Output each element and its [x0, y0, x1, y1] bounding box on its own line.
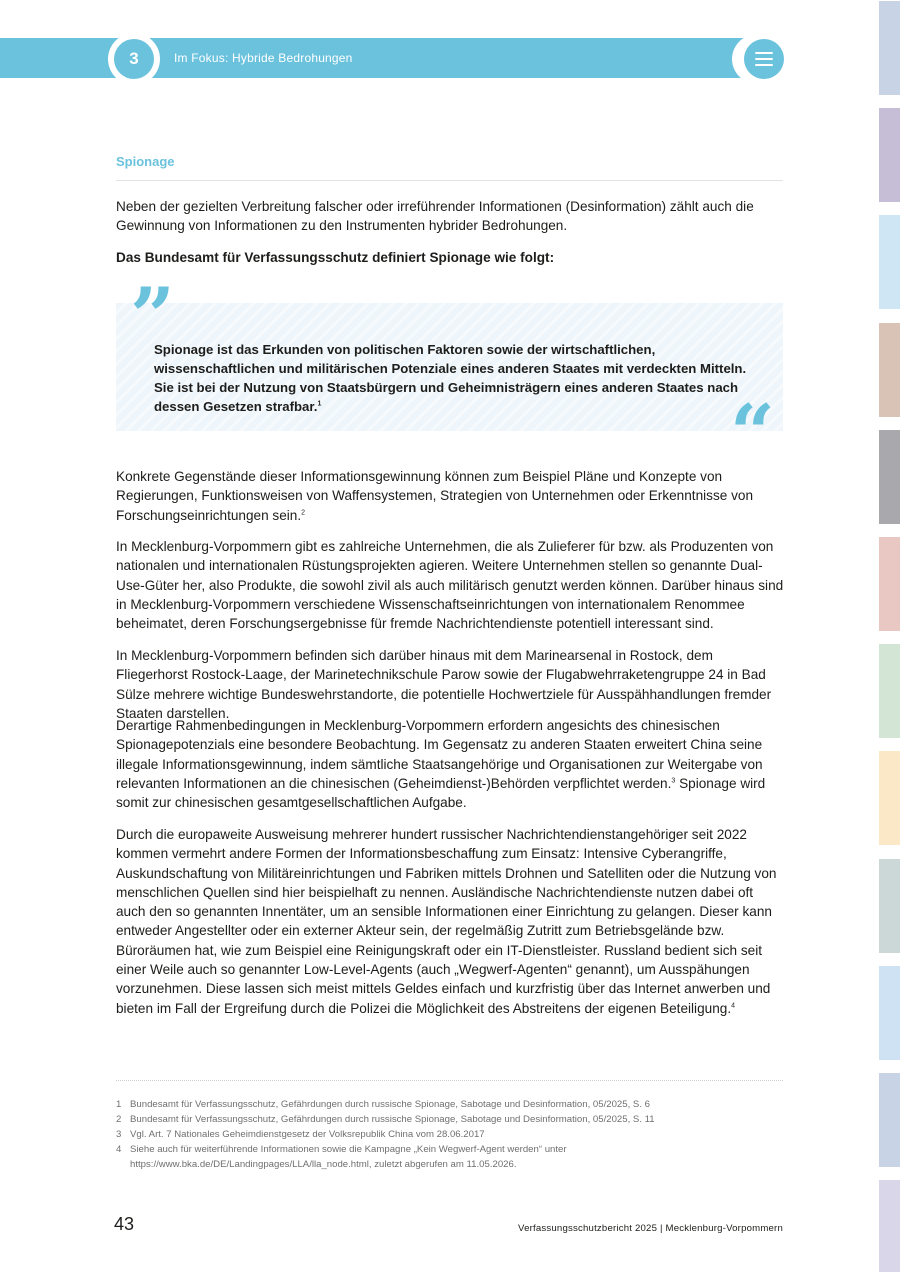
footnote-text: Vgl. Art. 7 Nationales Geheimdienstgesetz der Volksrepublik China vom 28.06.2017: [130, 1129, 485, 1140]
footnote-number: 3: [116, 1129, 122, 1140]
footnote-ref[interactable]: 1: [317, 400, 322, 408]
footer-report-title: Verfassungsschutzbericht 2025 | Mecklenburg-Vorpommern: [518, 1223, 783, 1234]
chapter-tab[interactable]: [879, 215, 900, 309]
chapter-tab[interactable]: [879, 751, 900, 845]
body-paragraph: [116, 467, 784, 525]
chapter-tab[interactable]: [879, 859, 900, 953]
quote-close-icon: “: [730, 388, 775, 479]
footnote-item: [116, 1142, 784, 1172]
chapter-tab[interactable]: [879, 430, 900, 524]
intro-paragraph: Neben der gezielten Verbreitung falscher oder irreführender Informationen (Desinformation) zählt auch die Gewinnung von Informationen zu den Instrumenten hybrider Bedrohungen.: [116, 199, 754, 234]
body-paragraph: In Mecklenburg-Vorpommern gibt es zahlreiche Unternehmen, die als Zulieferer für bzw. als Produzenten von nationalen und internationalen Rüstungsprojekten agieren. Weitere Unternehmen stellen so genannte Dual-Use-Güter her, also Produkte, die sowohl zivil als auch militärisch genutzt werden können. Darüber hinaus sind in Mecklenburg-Vorpommern verschiedene Wissenschaftseinrichtungen von internationalem Renommee beheimatet, deren Forschungsergebnisse für fremde Nachrichtendienste potentiell interessant sind.: [116, 539, 784, 632]
chapter-tab[interactable]: [879, 1073, 900, 1167]
footnote-divider: [116, 1080, 783, 1081]
paragraph-text: Durch die europaweite Ausweisung mehrerer hundert russischer Nachrichtendienstangehöriger seit 2022 kommen vermehrt andere Formen der Informationsbeschaffung zum Einsatz: Intensive Cyberangriffe, Auskundschaftung von Militäreinrichtungen und Fabriken mittels Drohnen und Satelliten oder die Nutzung von menschlichen Quellen sind hier beispielhaft zu nennen. Ausländische Nachrichtendienste nutzen dabei oft auch den so genannten Innentäter, um an sensible Informationen einer Einrichtung zu gelangen. Dieser kann entweder Angestellter oder ein externer Akteur sein, der regelmäßig Zutritt zum Betriebsgelände bzw. Büroräumen hat, wie zum Beispiel eine Reinigungskraft oder ein IT-Dienstleister. Russland bedient sich seit einer Weile auch so genannter Low-Level-Agents (auch „Wegwerf-Agenten“ genannt), um Ausspähungen vorzunehmen. Diese lassen sich meist mittels Geldes einfach und kurzfristig über das Internet anwerben und bieten im Fall der Ergreifung durch die Polizei die Möglichkeit des Abstreitens der eigenen Beteiligung.: [116, 827, 777, 1016]
page-number: 43: [114, 1214, 135, 1234]
definition-quote-text: [154, 340, 752, 416]
footnote-item: [116, 1127, 784, 1142]
body-paragraph: [116, 716, 784, 812]
footnote-item: [116, 1112, 784, 1127]
hamburger-icon-line: [755, 58, 773, 60]
footnote-text: Siehe auch für weiterführende Informationen sowie die Kampagne „Kein Wegwerf-Agent werden“ unter https://www.bka.de/DE/Landingpages/LLA/lla_node.html, zuletzt abgerufen am 11.05.2026.: [130, 1144, 567, 1170]
hamburger-icon-line: [755, 52, 773, 54]
footnote-item: [116, 1097, 784, 1112]
footnotes: [116, 1097, 784, 1172]
section-heading: Spionage: [116, 154, 175, 169]
quote-open-icon: ”: [130, 271, 175, 362]
footnote-text: Bundesamt für Verfassungsschutz, Gefährdungen durch russische Spionage, Sabotage und Desinformation, 05/2025, S. 11: [130, 1114, 655, 1125]
quote-text: Spionage ist das Erkunden von politischen Faktoren sowie der wirtschaftlichen, wissenschaftlichen und militärischen Potenziale eines anderen Staates mit verdeckten Mitteln. Sie ist bei der Nutzung von Staatsbürgern und Geheimnisträgern eines anderen Staates nach dessen Gesetzen strafbar.: [154, 342, 747, 414]
body-paragraph: In Mecklenburg-Vorpommern befinden sich darüber hinaus mit dem Marinearsenal in Rostock, dem Fliegerhorst Rostock-Laage, der Marinetechnikschule Parow sowie der Flugabwehrraketengruppe 24 in Bad Sülze mehrere wichtige Bundeswehrstandorte, die potentielle Hochwertziele für Ausspähhandlungen fremder Staaten darstellen.: [116, 648, 772, 721]
chapter-number-badge: 3: [114, 39, 154, 79]
body-paragraph: [116, 825, 784, 1018]
chapter-title: Im Fokus: Hybride Bedrohungen: [174, 51, 353, 65]
footnote-ref[interactable]: 2: [301, 509, 306, 517]
chapter-tab[interactable]: [879, 1, 900, 95]
definition-lead: Das Bundesamt für Verfassungsschutz definiert Spionage wie folgt:: [116, 250, 555, 265]
chapter-tab[interactable]: [879, 966, 900, 1060]
footnote-number: 1: [116, 1099, 122, 1110]
footnote-ref[interactable]: 4: [731, 1002, 735, 1010]
hamburger-icon-line: [755, 64, 773, 66]
footnote-text: Bundesamt für Verfassungsschutz, Gefährdungen durch russische Spionage, Sabotage und Desinformation, 05/2025, S. 6: [130, 1099, 650, 1110]
menu-button[interactable]: [744, 39, 784, 79]
chapter-tab[interactable]: [879, 323, 900, 417]
footnote-ref[interactable]: 3: [671, 777, 676, 785]
heading-divider: [116, 180, 783, 181]
chapter-tab[interactable]: [879, 537, 900, 631]
paragraph-text: Derartige Rahmenbedingungen in Mecklenburg-Vorpommern erfordern angesichts des chinesischen Spionagepotenzials eine besondere Beobachtung. Im Gegensatz zu anderen Staaten erweitert China seine illegale Informationsgewinnung, indem sämtliche Staatsangehörige und Organisationen zur Weitergabe von relevanten Informationen an die chinesischen (Geheimdienst-)Behörden verpflichtet werden.: [116, 718, 763, 791]
chapter-tab[interactable]: [879, 644, 900, 738]
footnote-number: 4: [116, 1144, 122, 1155]
footnote-number: 2: [116, 1114, 122, 1125]
chapter-tab[interactable]: [879, 1180, 900, 1272]
paragraph-text: Spionage wird somit zur chinesischen gesamtgesellschaftlichen Aufgabe.: [116, 775, 766, 811]
paragraph-text: Konkrete Gegenstände dieser Informationsgewinnung können zum Beispiel Pläne und Konzepte von Regierungen, Funktionsweisen von Waffensystemen, Strategien von Unternehmen oder Erkenntnisse von Forschungseinrichtungen sein.: [116, 469, 754, 523]
chapter-tab[interactable]: [879, 108, 900, 202]
